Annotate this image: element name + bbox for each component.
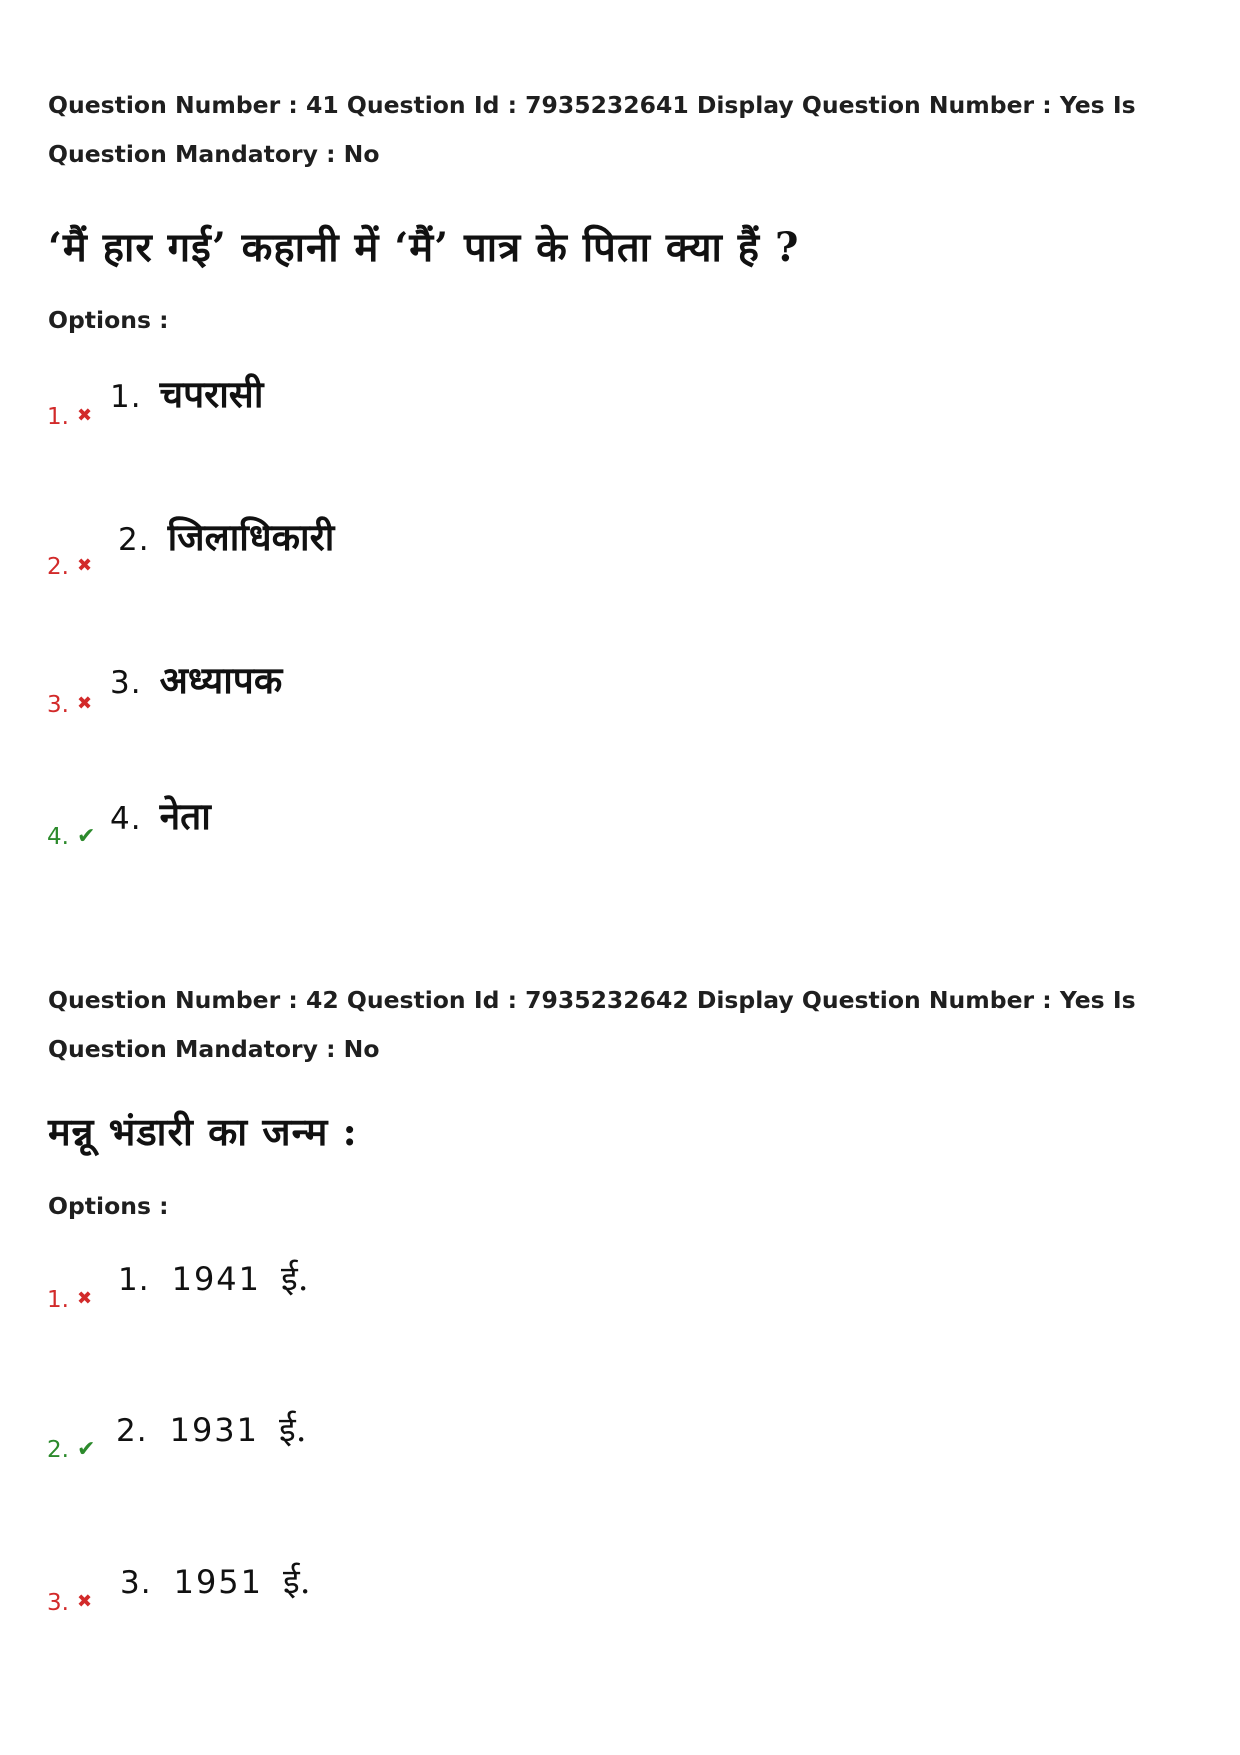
option-suffix: ई. (281, 1259, 309, 1299)
option-image-3 (110, 653, 282, 704)
option-number: 1. (118, 1262, 150, 1298)
check-icon: ✔ (76, 824, 96, 849)
option-number: 4. (110, 801, 142, 837)
option-marker-number: 3. (47, 1590, 69, 1616)
option-marker-number: 4. (47, 824, 69, 850)
question-meta: Question Number : 42 Question Id : 7935232642 Display Question Number : Yes Is Question Mandatory : No (48, 986, 1136, 1063)
option-image-1 (118, 1254, 309, 1300)
question-text: मन्नू भंडारी का जन्म : (48, 1109, 358, 1154)
option-image-1 (110, 367, 263, 418)
option-text: नेता (159, 794, 211, 838)
option-suffix: ई. (279, 1410, 307, 1450)
option-marker-number: 2. (47, 554, 69, 580)
option-number: 1. (110, 379, 142, 415)
option-number: 2. (118, 522, 150, 558)
cross-icon: ✖ (76, 1288, 93, 1309)
option-marker-2 (47, 554, 92, 580)
option-number: 3. (120, 1565, 152, 1601)
option-year: 1951 (173, 1563, 264, 1601)
option-image-2 (116, 1405, 307, 1451)
option-year: 1931 (169, 1411, 260, 1449)
options-label: Options : (48, 306, 169, 334)
option-marker-2 (47, 1437, 95, 1463)
option-marker-number: 2. (47, 1437, 69, 1463)
option-marker-3 (47, 1590, 92, 1616)
option-text: जिलाधिकारी (167, 515, 335, 559)
option-number: 3. (110, 665, 142, 701)
question-text: ‘मैं हार गई’ कहानी में ‘मैं’ पात्र के पिता क्या हैं ? (48, 224, 800, 271)
option-image-2 (118, 510, 334, 561)
cross-icon: ✖ (76, 405, 93, 426)
option-suffix: ई. (283, 1562, 311, 1602)
option-image-4 (110, 789, 211, 840)
option-marker-3 (47, 692, 92, 718)
cross-icon: ✖ (76, 555, 93, 576)
option-text: चपरासी (159, 372, 264, 416)
option-marker-number: 1. (47, 404, 69, 430)
option-marker-1 (47, 1287, 92, 1313)
options-label: Options : (48, 1192, 169, 1220)
option-year: 1941 (171, 1260, 262, 1298)
option-marker-number: 1. (47, 1287, 69, 1313)
option-number: 2. (116, 1413, 148, 1449)
option-marker-4 (47, 824, 95, 850)
option-image-3 (120, 1557, 311, 1603)
question-meta: Question Number : 41 Question Id : 7935232641 Display Question Number : Yes Is Question Mandatory : No (48, 91, 1136, 168)
cross-icon: ✖ (76, 693, 93, 714)
cross-icon: ✖ (76, 1591, 93, 1612)
option-marker-1 (47, 404, 92, 430)
option-text: अध्यापक (159, 658, 283, 702)
check-icon: ✔ (76, 1437, 96, 1462)
option-marker-number: 3. (47, 692, 69, 718)
